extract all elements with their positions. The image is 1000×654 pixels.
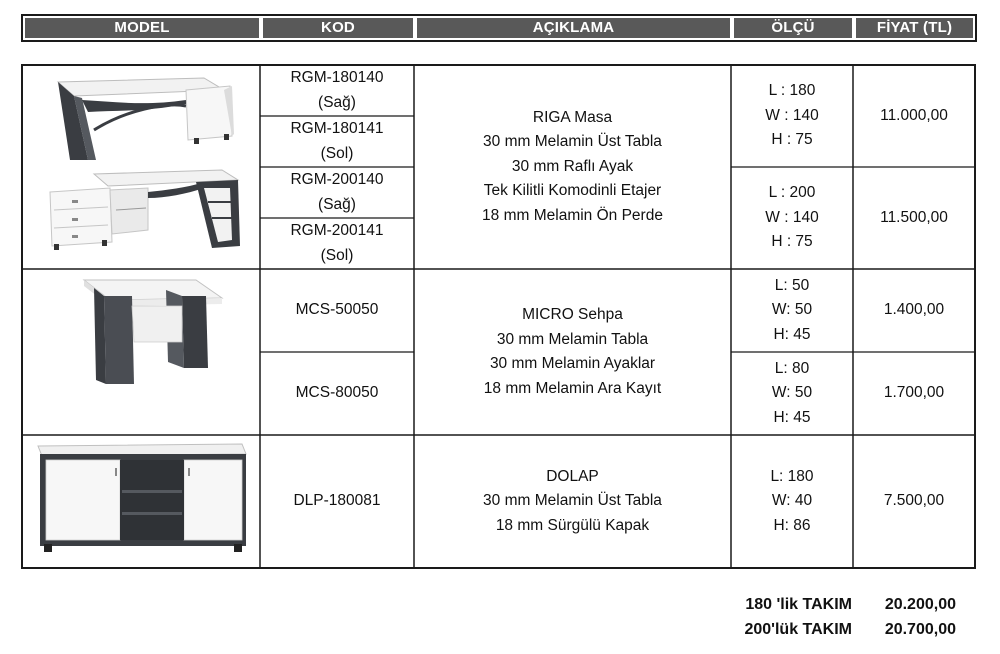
total-label-200: 200'lük TAKIM xyxy=(744,621,852,638)
price-cell-riga-180: 11.000,00 xyxy=(880,106,948,124)
size-length: L : 180 xyxy=(768,82,816,100)
description-line: 30 mm Melamin Üst Tabla xyxy=(483,492,662,510)
price-cell-micro-80: 1.700,00 xyxy=(883,384,945,402)
code-cell-rgm-180140 xyxy=(260,65,414,116)
code-side: (Sağ) xyxy=(318,93,356,111)
header-aciklama: AÇIKLAMA xyxy=(417,18,730,38)
code-text: RGM-200140 xyxy=(290,171,384,188)
description-line: Tek Kilitli Komodinli Etajer xyxy=(483,182,662,200)
description-line: DOLAP xyxy=(546,467,599,485)
size-cell-dolap xyxy=(731,435,853,568)
size-cell-riga-180 xyxy=(731,65,853,167)
code-cell-mcs-80050: MCS-80050 xyxy=(295,384,379,402)
header-model: MODEL xyxy=(25,18,259,38)
price-cell-micro-50: 1.400,00 xyxy=(883,301,945,319)
code-text: RGM-180140 xyxy=(290,69,384,86)
code-cell-rgm-200141 xyxy=(260,218,414,269)
total-value-200: 20.700,00 xyxy=(884,621,956,638)
description-line: 18 mm Sürgülü Kapak xyxy=(495,516,650,534)
size-cell-riga-200 xyxy=(731,167,853,269)
code-cell-rgm-200140 xyxy=(260,167,414,218)
size-height: H: 45 xyxy=(773,325,811,343)
size-width: W: 50 xyxy=(771,301,813,319)
description-line: 18 mm Melamin Ön Perde xyxy=(482,206,663,224)
code-cell-rgm-180141 xyxy=(260,116,414,167)
code-text: RGM-200141 xyxy=(290,222,384,239)
description-line: 30 mm Melamin Tabla xyxy=(496,330,649,348)
price-cell-riga-200: 11.500,00 xyxy=(880,208,948,226)
header-kod: KOD xyxy=(263,18,413,38)
dolap-cabinet-image xyxy=(34,440,250,556)
riga-desk-image xyxy=(36,70,248,264)
description-line: RIGA Masa xyxy=(532,108,613,126)
code-cell-dlp-180081: DLP-180081 xyxy=(293,492,381,510)
code-side: (Sol) xyxy=(320,144,354,162)
description-line: 18 mm Melamin Ara Kayıt xyxy=(483,379,662,397)
description-cell-dolap xyxy=(414,435,731,568)
code-side: (Sağ) xyxy=(318,195,356,213)
size-height: H : 75 xyxy=(771,233,813,251)
size-height: H: 45 xyxy=(773,408,811,426)
description-cell-micro xyxy=(414,269,731,435)
size-width: W : 140 xyxy=(765,106,819,124)
code-cell-mcs-50050: MCS-50050 xyxy=(295,301,379,319)
size-height: H : 75 xyxy=(771,131,813,149)
total-value-180: 20.200,00 xyxy=(884,596,956,613)
size-cell-micro-80 xyxy=(731,352,853,435)
description-line: 30 mm Melamin Üst Tabla xyxy=(483,133,662,151)
size-height: H: 86 xyxy=(773,516,811,534)
size-length: L: 80 xyxy=(774,359,810,377)
table-header xyxy=(21,14,977,42)
code-text: RGM-180141 xyxy=(290,120,384,137)
description-line: MICRO Sehpa xyxy=(522,306,623,323)
micro-table-image xyxy=(70,276,230,390)
price-cell-dolap: 7.500,00 xyxy=(883,492,945,510)
description-line: 30 mm Melamin Ayaklar xyxy=(489,355,656,372)
description-cell-riga xyxy=(414,65,731,269)
size-length: L : 200 xyxy=(768,184,816,202)
size-width: W : 140 xyxy=(765,208,819,226)
size-cell-micro-50 xyxy=(731,269,853,352)
header-olcu: ÖLÇÜ xyxy=(734,18,852,38)
total-label-180: 180 'lik TAKIM xyxy=(745,596,852,613)
description-line: 30 mm Raflı Ayak xyxy=(511,157,634,175)
size-width: W: 50 xyxy=(771,384,813,402)
size-length: L: 180 xyxy=(770,467,814,485)
size-length: L: 50 xyxy=(774,276,810,294)
header-fiyat: FİYAT (TL) xyxy=(856,18,973,38)
size-width: W: 40 xyxy=(771,492,813,510)
code-side: (Sol) xyxy=(320,246,354,264)
